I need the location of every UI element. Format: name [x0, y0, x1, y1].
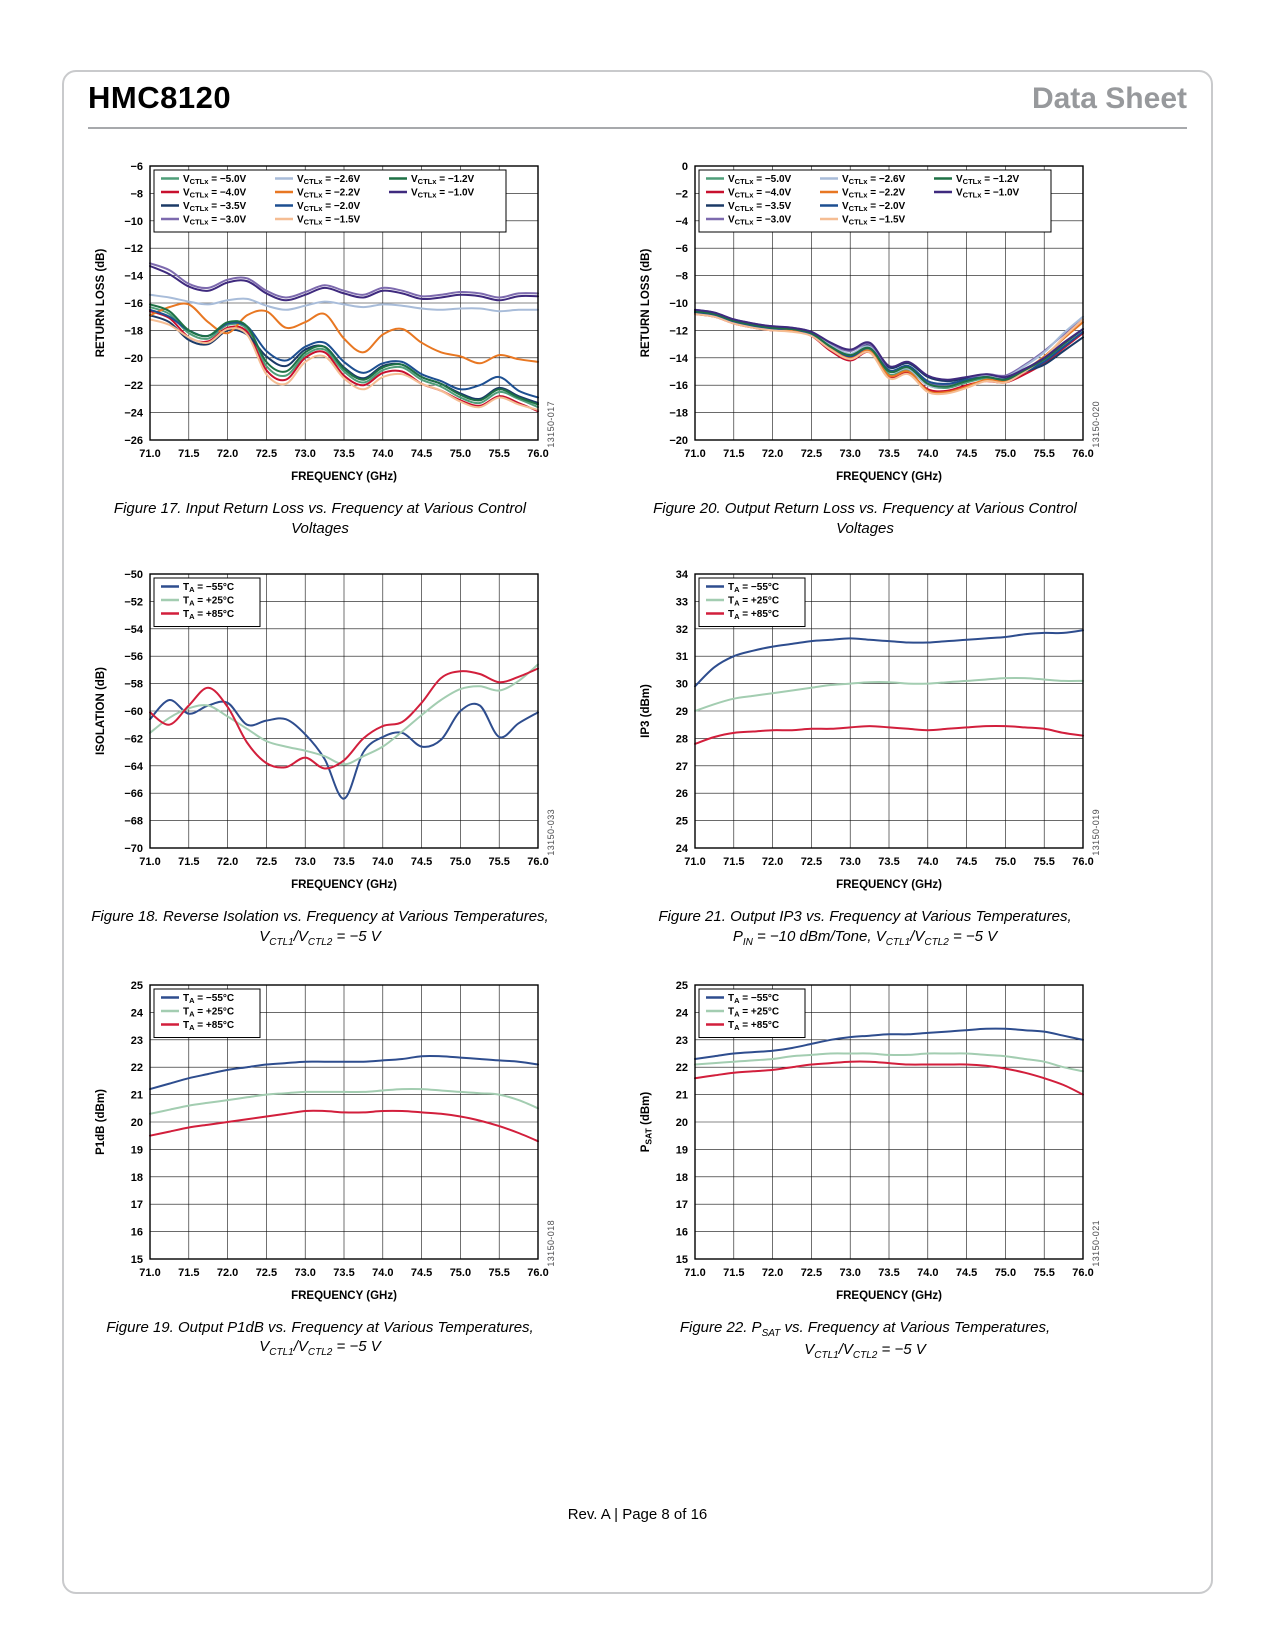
svg-text:31: 31 [675, 651, 688, 664]
x-axis-title: FREQUENCY (GHz) [291, 471, 397, 483]
legend-label: $V_{CTLx} = -2.0V$ [297, 201, 361, 214]
svg-text:−54: −54 [124, 623, 143, 636]
svg-text:75.0: 75.0 [449, 448, 472, 460]
svg-text:29: 29 [675, 706, 688, 718]
svg-text:74.5: 74.5 [410, 1266, 433, 1279]
svg-text:−8: −8 [675, 270, 688, 283]
svg-text:−14: −14 [669, 352, 688, 365]
svg-text:−52: −52 [124, 596, 143, 609]
svg-text:75.5: 75.5 [1033, 1266, 1055, 1279]
figure-reverse-isolation [90, 564, 556, 949]
legend-label: $T_A = +85^\circ C$ [728, 609, 780, 622]
svg-text:76.0: 76.0 [1072, 448, 1094, 460]
svg-text:74.0: 74.0 [372, 856, 394, 868]
output-ip3-chart [635, 564, 1095, 902]
x-axis-title: FREQUENCY (GHz) [836, 471, 942, 483]
svg-text:−10: −10 [124, 215, 143, 228]
svg-text:23: 23 [130, 1034, 143, 1047]
y-axis-title: RETURN LOSS (dB) [640, 248, 652, 358]
svg-text:73.5: 73.5 [333, 448, 355, 460]
svg-text:−12: −12 [669, 325, 688, 338]
svg-text:74.0: 74.0 [917, 1266, 939, 1279]
svg-text:21: 21 [130, 1089, 143, 1102]
svg-text:73.5: 73.5 [878, 448, 900, 460]
legend-label: $V_{CTLx} = -2.2V$ [297, 187, 361, 200]
chart-area [90, 156, 556, 494]
figure-output-return-loss [635, 156, 1101, 538]
svg-text:−70: −70 [124, 843, 143, 855]
legend [154, 170, 506, 232]
svg-text:−20: −20 [124, 352, 143, 365]
psat-chart [635, 975, 1095, 1313]
svg-text:75.0: 75.0 [449, 1266, 472, 1279]
legend-label: $V_{CTLx} = -2.6V$ [842, 174, 906, 187]
chart-area [635, 975, 1101, 1313]
figure-caption: Figure 22. $P_{SAT}$ vs. Frequency at Various Temperatures, $V_{CTL1}/V_{CTL2} = -5$ V [679, 1318, 1051, 1361]
svg-text:73.5: 73.5 [333, 856, 355, 868]
chart-area [90, 564, 556, 902]
svg-text:72.0: 72.0 [216, 1266, 239, 1279]
figure-output-p1db [90, 975, 556, 1362]
svg-text:18: 18 [675, 1171, 688, 1184]
x-axis-title: FREQUENCY (GHz) [291, 879, 397, 891]
y-axis-title: $P_{SAT}$ (dBm) [640, 1091, 654, 1152]
figure-output-ip3 [635, 564, 1101, 949]
figure-caption: Figure 17. Input Return Loss vs. Frequency at Various Control Voltages [113, 500, 527, 537]
output-return-loss-chart [635, 156, 1095, 494]
svg-text:75.0: 75.0 [994, 856, 1017, 868]
svg-text:−22: −22 [124, 380, 143, 393]
svg-text:71.0: 71.0 [139, 448, 161, 460]
figure-code: 13150-018 [546, 1219, 556, 1267]
svg-text:75.0: 75.0 [994, 1266, 1017, 1279]
legend-label: $T_A = +25^\circ C$ [183, 595, 235, 608]
svg-text:73.0: 73.0 [294, 1266, 316, 1279]
svg-text:74.0: 74.0 [372, 1266, 394, 1279]
legend-label: $V_{CTLx} = -2.6V$ [297, 174, 361, 187]
svg-text:76.0: 76.0 [527, 856, 549, 868]
legend-label: $V_{CTLx} = -1.0V$ [956, 187, 1020, 200]
svg-text:71.0: 71.0 [684, 448, 706, 460]
svg-text:71.5: 71.5 [178, 448, 200, 460]
svg-text:25: 25 [675, 979, 688, 992]
legend-label: $V_{CTLx} = -3.0V$ [183, 214, 247, 227]
svg-text:74.0: 74.0 [917, 856, 939, 868]
svg-text:20: 20 [130, 1116, 143, 1129]
legend-label: $V_{CTLx} = -1.5V$ [842, 214, 906, 227]
svg-text:72.5: 72.5 [800, 1266, 823, 1279]
svg-text:27: 27 [675, 760, 688, 773]
svg-text:−62: −62 [124, 733, 143, 746]
legend-label: $T_A = +25^\circ C$ [728, 595, 780, 608]
figure-code: 13150-021 [1091, 1219, 1101, 1267]
part-number: HMC8120 [88, 80, 232, 115]
svg-text:−18: −18 [124, 325, 143, 338]
legend-label: $T_A = +25^\circ C$ [183, 1006, 235, 1019]
svg-text:74.5: 74.5 [955, 1266, 978, 1279]
svg-text:−26: −26 [124, 435, 143, 447]
legend [699, 578, 805, 627]
svg-text:19: 19 [130, 1143, 143, 1156]
legend-label: $T_A = +25^\circ C$ [728, 1006, 780, 1019]
svg-text:−16: −16 [124, 298, 143, 310]
input-return-loss-chart [90, 156, 550, 494]
svg-text:71.5: 71.5 [178, 856, 200, 868]
legend-label: $V_{CTLx} = -3.5V$ [728, 201, 792, 214]
svg-text:71.0: 71.0 [139, 1266, 161, 1279]
y-axis-title: P1dB (dBm) [95, 1088, 107, 1155]
figure-caption: Figure 18. Reverse Isolation vs. Frequency at Various Temperatures, $V_{CTL1}/V_{CTL2} = -5$ V [91, 908, 549, 948]
svg-text:19: 19 [675, 1143, 688, 1156]
x-axis-title: FREQUENCY (GHz) [836, 879, 942, 891]
x-axis-title: FREQUENCY (GHz) [291, 1289, 397, 1302]
svg-text:74.5: 74.5 [410, 448, 433, 460]
svg-text:22: 22 [130, 1061, 143, 1074]
svg-text:−4: −4 [675, 215, 688, 228]
svg-text:28: 28 [675, 733, 688, 746]
y-axis-title: IP3 (dBm) [640, 684, 652, 738]
svg-text:24: 24 [130, 1006, 143, 1019]
figure-caption: Figure 21. Output IP3 vs. Frequency at Various Temperatures, $P_{IN} = -10$ dBm/Tone, $V_{CTL1}/V_{CTL2} = -5$ V [658, 908, 1072, 948]
svg-text:75.5: 75.5 [488, 448, 510, 460]
chart-area [90, 975, 556, 1313]
svg-text:17: 17 [130, 1198, 143, 1211]
svg-text:33: 33 [675, 596, 688, 609]
svg-text:74.0: 74.0 [372, 448, 394, 460]
svg-text:−12: −12 [124, 243, 143, 256]
y-axis-title: RETURN LOSS (dB) [95, 248, 107, 358]
legend-label: $V_{CTLx} = -3.5V$ [183, 201, 247, 214]
svg-text:24: 24 [675, 1006, 688, 1019]
svg-text:72.5: 72.5 [800, 856, 823, 868]
svg-text:16: 16 [130, 1226, 143, 1239]
legend-label: $V_{CTLx} = -1.2V$ [956, 174, 1020, 187]
legend-label: $T_A = -55^\circ C$ [728, 992, 780, 1005]
svg-text:−6: −6 [675, 243, 688, 256]
svg-text:73.0: 73.0 [294, 448, 316, 460]
svg-text:22: 22 [675, 1061, 688, 1074]
header-rule [88, 127, 1187, 129]
svg-text:74.5: 74.5 [410, 856, 433, 868]
svg-text:75.5: 75.5 [488, 856, 510, 868]
page-header [88, 80, 1187, 116]
svg-text:15: 15 [675, 1253, 688, 1266]
svg-text:71.0: 71.0 [139, 856, 161, 868]
figure-code: 13150-019 [1091, 809, 1101, 856]
legend-label: $V_{CTLx} = -1.0V$ [411, 187, 475, 200]
svg-text:72.0: 72.0 [761, 856, 784, 868]
svg-text:76.0: 76.0 [527, 448, 549, 460]
svg-text:73.0: 73.0 [839, 448, 861, 460]
chart-area [635, 564, 1101, 902]
svg-text:−16: −16 [669, 380, 688, 393]
svg-text:75.0: 75.0 [449, 856, 472, 868]
svg-text:72.5: 72.5 [255, 448, 278, 460]
svg-text:−68: −68 [124, 815, 143, 828]
svg-text:18: 18 [130, 1171, 143, 1184]
legend-label: $T_A = +85^\circ C$ [183, 609, 235, 622]
svg-text:−66: −66 [124, 788, 143, 801]
svg-text:75.5: 75.5 [1033, 856, 1055, 868]
x-axis-title: FREQUENCY (GHz) [836, 1289, 942, 1302]
svg-text:23: 23 [675, 1034, 688, 1047]
svg-text:73.5: 73.5 [333, 1266, 355, 1279]
svg-text:16: 16 [675, 1226, 688, 1239]
svg-text:−14: −14 [124, 270, 143, 283]
svg-text:−18: −18 [669, 407, 688, 420]
svg-text:30: 30 [675, 678, 688, 691]
svg-text:72.0: 72.0 [761, 448, 784, 460]
svg-text:74.5: 74.5 [955, 856, 978, 868]
legend [699, 989, 805, 1038]
legend-label: $T_A = -55^\circ C$ [183, 582, 235, 595]
reverse-isolation-chart [90, 564, 550, 902]
y-axis-title: ISOLATION (dB) [95, 667, 107, 755]
legend-label: $V_{CTLx} = -1.2V$ [411, 174, 475, 187]
svg-text:76.0: 76.0 [1072, 1266, 1094, 1279]
legend [699, 170, 1051, 232]
svg-text:73.0: 73.0 [839, 1266, 861, 1279]
svg-text:76.0: 76.0 [1072, 856, 1094, 868]
svg-text:71.5: 71.5 [178, 1266, 200, 1279]
svg-text:24: 24 [675, 843, 688, 855]
legend-label: $V_{CTLx} = -3.0V$ [728, 214, 792, 227]
svg-text:75.5: 75.5 [488, 1266, 510, 1279]
legend-label: $V_{CTLx} = -2.2V$ [842, 187, 906, 200]
svg-text:−58: −58 [124, 678, 143, 691]
legend-label: $T_A = +85^\circ C$ [728, 1019, 780, 1032]
svg-text:21: 21 [675, 1089, 688, 1102]
svg-text:−6: −6 [130, 161, 143, 173]
svg-text:72.5: 72.5 [255, 1266, 278, 1279]
chart-area [635, 156, 1101, 494]
figure-code: 13150-033 [546, 809, 556, 856]
svg-text:0: 0 [681, 161, 688, 173]
svg-text:72.0: 72.0 [216, 856, 239, 868]
legend-label: $V_{CTLx} = -1.5V$ [297, 214, 361, 227]
svg-text:71.5: 71.5 [723, 856, 745, 868]
output-p1db-chart [90, 975, 550, 1313]
legend-label: $T_A = +85^\circ C$ [183, 1019, 235, 1032]
legend-label: $V_{CTLx} = -4.0V$ [728, 187, 792, 200]
svg-text:76.0: 76.0 [527, 1266, 549, 1279]
legend-label: $T_A = -55^\circ C$ [728, 582, 780, 595]
svg-text:−8: −8 [130, 188, 143, 201]
svg-text:−10: −10 [669, 298, 688, 310]
svg-text:71.0: 71.0 [684, 856, 706, 868]
legend [154, 578, 260, 627]
legend-label: $T_A = -55^\circ C$ [183, 992, 235, 1005]
document-type: Data Sheet [1031, 82, 1187, 115]
legend-label: $V_{CTLx} = -2.0V$ [842, 201, 906, 214]
svg-text:34: 34 [675, 569, 688, 581]
figure-psat [635, 975, 1101, 1362]
svg-text:73.0: 73.0 [294, 856, 316, 868]
svg-text:−64: −64 [124, 760, 143, 773]
svg-text:71.0: 71.0 [684, 1266, 706, 1279]
svg-text:73.5: 73.5 [878, 1266, 900, 1279]
svg-text:32: 32 [675, 623, 688, 636]
svg-text:−50: −50 [124, 569, 143, 581]
svg-text:72.0: 72.0 [761, 1266, 784, 1279]
svg-text:75.5: 75.5 [1033, 448, 1055, 460]
svg-text:15: 15 [130, 1253, 143, 1266]
svg-text:73.0: 73.0 [839, 856, 861, 868]
figures-grid [90, 156, 1101, 1362]
svg-text:20: 20 [675, 1116, 688, 1129]
svg-text:74.0: 74.0 [917, 448, 939, 460]
svg-text:72.5: 72.5 [800, 448, 823, 460]
svg-text:25: 25 [675, 815, 688, 828]
figure-code: 13150-020 [1091, 401, 1101, 448]
figure-caption: Figure 19. Output P1dB vs. Frequency at Various Temperatures, $V_{CTL1}/V_{CTL2} = -5$ V [106, 1318, 534, 1358]
svg-text:−24: −24 [124, 407, 143, 420]
svg-text:75.0: 75.0 [994, 448, 1017, 460]
svg-text:72.0: 72.0 [216, 448, 239, 460]
svg-text:71.5: 71.5 [723, 1266, 745, 1279]
legend-label: $V_{CTLx} = -5.0V$ [183, 174, 247, 187]
svg-text:17: 17 [675, 1198, 688, 1211]
svg-text:25: 25 [130, 979, 143, 992]
legend [154, 989, 260, 1038]
figure-input-return-loss [90, 156, 556, 538]
svg-text:71.5: 71.5 [723, 448, 745, 460]
figure-code: 13150-017 [546, 401, 556, 448]
svg-text:−56: −56 [124, 651, 143, 664]
svg-text:26: 26 [675, 788, 688, 801]
svg-text:−60: −60 [124, 706, 143, 718]
svg-text:73.5: 73.5 [878, 856, 900, 868]
svg-text:72.5: 72.5 [255, 856, 278, 868]
legend-label: $V_{CTLx} = -4.0V$ [183, 187, 247, 200]
svg-text:−2: −2 [675, 188, 688, 201]
figure-caption: Figure 20. Output Return Loss vs. Frequency at Various Control Voltages [653, 500, 1077, 537]
svg-text:−20: −20 [669, 435, 688, 447]
legend-label: $V_{CTLx} = -5.0V$ [728, 174, 792, 187]
svg-text:74.5: 74.5 [955, 448, 978, 460]
page-footer: Rev. A | Page 8 of 16 [567, 1506, 708, 1523]
